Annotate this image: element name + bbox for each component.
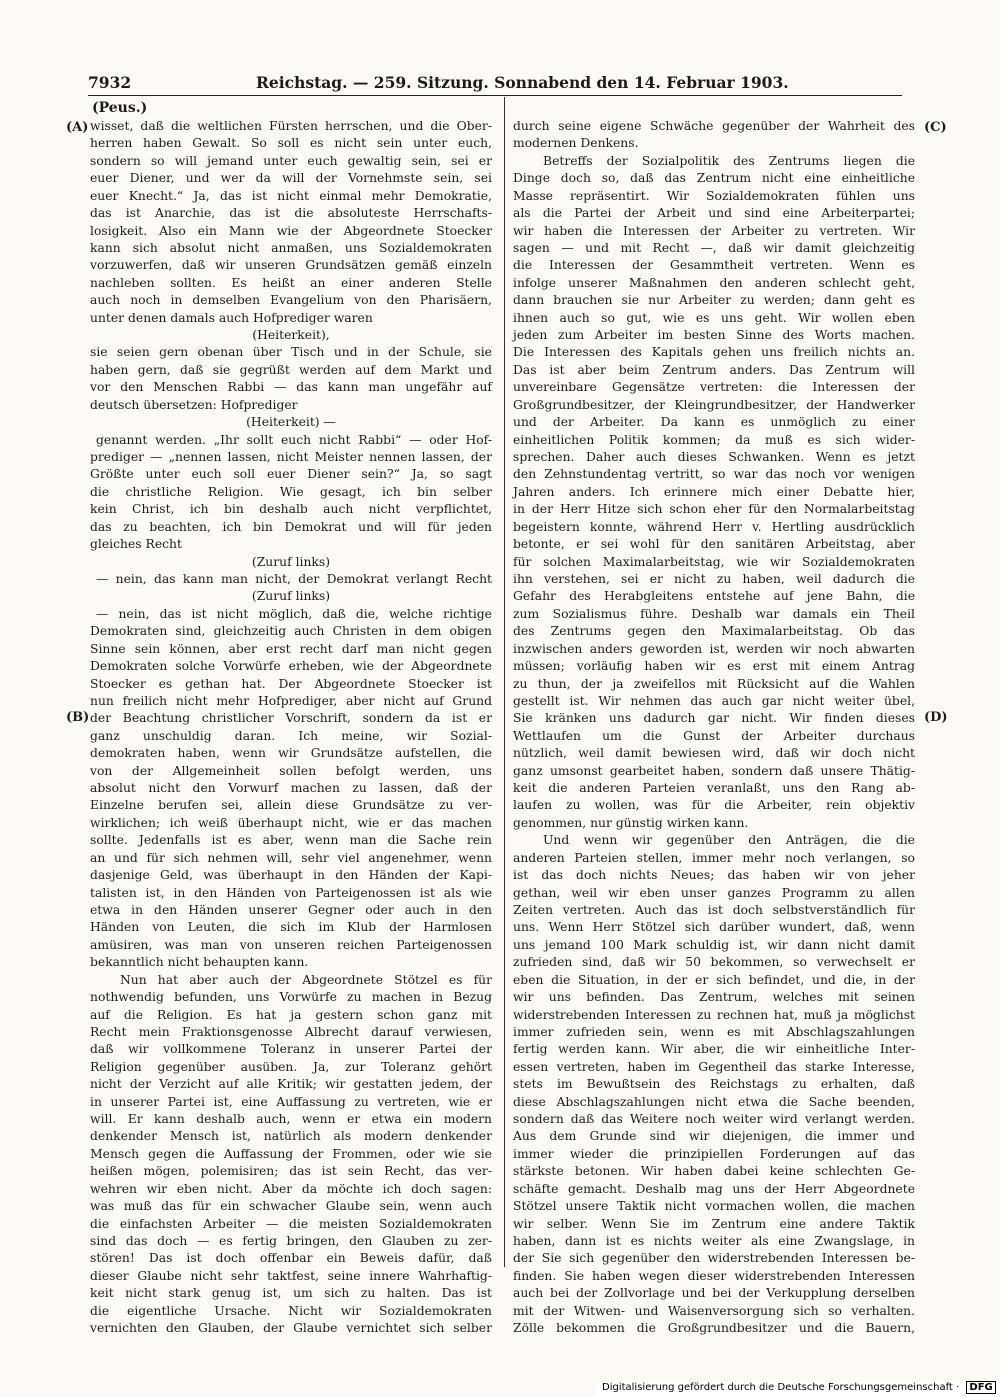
left-column-line: herren haben Gewalt. So soll es nicht sein unter euch,: [90, 136, 492, 151]
right-column-line: gethan, weil wir eben unser ganzes Programm zu allen: [513, 885, 915, 900]
left-column-line: auch noch in demselben Evangelium von den Pharisäern,: [90, 293, 492, 308]
left-column-line: absolut nicht den Vorwurf machen zu lassen, daß der: [90, 781, 492, 796]
right-column-line: ist das doch nichts Neues; das haben wir von jeher: [513, 868, 915, 883]
left-column-line: an und für sich nehmen will, sehr viel angenehmer, wenn: [90, 850, 492, 865]
left-column-line: deutsch übersetzen: Hofprediger: [90, 397, 298, 412]
right-column-line: finden. Sie haben wegen dieser widerstrebenden Interessen: [513, 1268, 915, 1283]
right-column-line: inzwischen anders geworden ist, werden wir noch abwarten: [513, 641, 915, 656]
right-column-line: keit die anderen Parteien veranlaßt, uns den Rang ab-: [513, 781, 915, 796]
left-column-line: Einzelne berufen sei, allein diese Grundsätze zu ver-: [90, 798, 492, 813]
right-column-line: Zölle bekommen die Großgrundbesitzer und die Bauern,: [513, 1321, 915, 1336]
left-column-line: die eigentliche Ursache. Nicht wir Sozialdemokraten: [90, 1303, 492, 1318]
right-column-line: zufrieden sind, daß wir 50 bekommen, so verwechselt er: [513, 955, 915, 970]
right-column-line: zum Sozialismus führe. Deshalb war damals ein Theil: [513, 606, 915, 621]
left-column-line: nothwendig befunden, uns Vorwürfe zu machen in Bezug: [90, 990, 492, 1005]
right-column-line: modernen Denkens.: [513, 136, 639, 151]
left-column-line: prediger — „nennen lassen, nicht Meister nennen lassen, der: [90, 450, 492, 465]
left-column-line: wisset, daß die weltlichen Fürsten herrschen, und die Ober-: [90, 119, 492, 133]
right-column-line: als die Partei der Arbeit und sind eine Arbeiterpartei;: [513, 206, 915, 221]
right-column-line: dann brauchen sie nur Arbeiter zu werden; dann geht es: [513, 293, 915, 308]
right-column-line: für solchen Maximalarbeitstag, wie wir Sozialdemokraten: [513, 554, 915, 569]
left-column-line: wirklichen; ich weiß überhaupt nicht, wie er das machen: [90, 815, 492, 830]
right-column-line: Großgrundbesitzer, der Kleingrundbesitzer, der Handwerker: [513, 397, 915, 412]
left-column-line: Sinne sein können, aber erst recht darf man nicht gegen: [90, 641, 492, 656]
header-rule: [88, 95, 902, 96]
left-column-line: von der Allgemeinheit sollen befolgt werden, uns: [90, 763, 492, 778]
left-column: [90, 118, 492, 1338]
left-column-line: (Heiterkeit) —: [246, 415, 336, 430]
left-column-line: demokraten haben, wenn wir Grundsätze aufstellen, die: [90, 746, 492, 761]
left-column-line: kein Christ, ich bin deshalb auch nicht verpflichtet,: [90, 502, 492, 517]
left-column-line: amüsiren, was man von unseren reichen Parteigenossen: [90, 937, 492, 952]
right-column-line: ganz umsonst gearbeitet haben, sondern daß unsere Thätig-: [513, 763, 915, 778]
right-column-line: fertig werden kann. Wir aber, die wir einheitliche Inter-: [513, 1042, 915, 1057]
right-column-line: Das ist aber beim Zentrum anders. Das Zentrum will: [513, 362, 915, 377]
left-column-line: (Zuruf links): [251, 554, 331, 569]
left-column-line: heißen mögen, polemisiren; das ist sein Recht, das ver-: [90, 1164, 492, 1179]
right-column-line: schäfte gemacht. Deshalb mag uns der Herr Abgeordnete: [513, 1181, 915, 1196]
right-column-line: sagen — und mit Recht —, daß wir damit gleichzeitig: [513, 240, 915, 255]
right-column-line: Und wenn wir gegenüber den Anträgen, die die: [543, 833, 915, 848]
left-column-line: das ist Anarchie, das ist die absoluteste Herrschafts-: [90, 206, 492, 221]
right-column-line: stets im Bewußtsein des Reichstags zu erhalten, daß: [513, 1077, 915, 1092]
page-number: 7932: [88, 73, 132, 92]
left-column-line: was muß das für ein schwacher Glaube sein, wenn auch: [90, 1199, 492, 1214]
right-column-line: ihnen auch so gut, wie es uns geht. Wir wollen eben: [513, 310, 915, 325]
left-column-line: Nun hat aber auch der Abgeordnete Stötzel es für: [120, 972, 492, 987]
left-column-line: will. Er kann deshalb auch, wenn er etwa ein modern: [90, 1112, 492, 1127]
left-column-line: Recht mein Fraktionsgenosse Albrecht darauf verwiesen,: [90, 1024, 492, 1039]
left-column-line: Mensch gegen die Auffassung der Frommen, oder wie sie: [90, 1146, 492, 1161]
right-column: [513, 118, 915, 1338]
left-column-line: — nein, das ist nicht möglich, daß die, welche richtige: [96, 606, 492, 621]
left-column-line: vernichten den Glauben, der Glaube vernichtet sich selber: [90, 1321, 492, 1336]
right-column-line: diese Abschlagszahlungen nicht etwa die Sache beenden,: [513, 1094, 915, 1109]
right-column-line: durch seine eigene Schwäche gegenüber der Wahrheit des: [513, 119, 915, 133]
right-column-line: die Interessen der Gesammtheit vertreten. Wenn es: [513, 258, 915, 273]
left-column-line: Demokraten solche Vorwürfe erheben, wie der Abgeordnete: [90, 659, 492, 674]
left-column-line: der Beachtung christlicher Vorschrift, sondern da ist er: [90, 711, 492, 726]
left-column-line: keit nicht stark genug ist, um sich zu halten. Das ist: [90, 1286, 492, 1301]
footer-text: Digitalisierung gefördert durch die Deutsche Forschungsgemeinschaft ·: [602, 1382, 960, 1393]
right-column-line: Dinge doch so, daß das Zentrum nicht eine einheitliche: [513, 171, 915, 186]
left-column-line: sie seien gern obenan über Tisch und in der Schule, sie: [90, 345, 492, 360]
left-column-line: denkender Mensch ist, natürlich als modern denkender: [90, 1129, 492, 1144]
page-header: [88, 70, 789, 96]
left-column-line: haben gern, daß sie gegrüßt werden auf dem Markt und: [90, 362, 492, 377]
right-column-line: ihn verstehen, sei er nicht zu haben, weil dadurch die: [513, 571, 915, 586]
right-column-line: genommen, nur günstig wirken kann.: [513, 815, 749, 830]
right-column-line: immer wieder die prinzipiellen Forderungen auf das: [513, 1146, 915, 1161]
left-column-line: wehren wir eben nicht. Aber da möchte ich doch sagen:: [90, 1181, 492, 1196]
right-column-line: zu thun, der ja zweifellos mit Rücksicht auf die Wahlen: [513, 676, 915, 691]
right-column-line: uns. Wenn Herr Stötzel sich darüber wundert, daß, wenn: [513, 920, 915, 935]
dfg-logo: DFG: [966, 1381, 995, 1394]
right-column-line: Aus dem Grunde sind wir diejenigen, die immer und: [513, 1129, 915, 1144]
right-column-line: haben, dann ist es nichts weiter als eine Zwangslage, in: [513, 1234, 915, 1248]
right-column-line: unvereinbare Gegensätze vertreten: die Interessen der: [513, 380, 915, 395]
right-column-line: in der Herr Hitze sich schon eher für den Normalarbeitstag: [513, 502, 915, 517]
right-column-line: jeden zum Arbeiter im besten Sinne des Worts machen.: [513, 328, 915, 343]
left-column-line: sollte. Jedenfalls ist es aber, wenn man die Sache rein: [90, 833, 492, 848]
left-column-line: die einfachsten Arbeiter — die meisten Sozialdemokraten: [90, 1216, 492, 1231]
right-column-line: infolge unserer Maßnahmen den anderen schlecht geht,: [513, 275, 915, 290]
right-column-line: wir uns befinden. Das Zentrum, welches mit seinen: [513, 990, 915, 1005]
left-column-line: Größte unter euch soll euer Diener sein?“ Ja, so sagt: [90, 467, 492, 482]
left-column-line: ganz unschuldig daran. Ich meine, wir Sozial-: [90, 728, 492, 743]
left-column-line: (Heiterkeit),: [252, 328, 330, 343]
right-column-line: Betreffs der Sozialpolitik des Zentrums liegen die: [543, 153, 915, 168]
left-column-line: unter denen damals auch Hofprediger waren: [90, 310, 373, 325]
right-column-line: immer zufrieden sein, wenn es mit Abschlagszahlungen: [513, 1024, 915, 1039]
left-column-line: Religion gegenüber ausüben. Ja, zur Toleranz gehört: [90, 1059, 492, 1074]
left-column-line: euer Diener, und wer da will der Vornehmste sein, sei: [90, 171, 492, 186]
right-column-line: Die Interessen des Kapitals gehen uns freilich nichts an.: [513, 345, 915, 360]
left-column-line: Händen von Leuten, die sich im Klub der Harmlosen: [90, 920, 492, 935]
left-column-line: kann sich absolut nicht anmaßen, uns Sozialdemokraten: [90, 240, 492, 255]
speaker-label: (Peus.): [92, 100, 148, 116]
right-column-line: mit der Witwen- und Waisenversorgung sich so verhalten.: [513, 1303, 915, 1318]
left-column-line: nachleben sollten. Es heißt an einer anderen Stelle: [90, 275, 492, 290]
right-column-line: den Zehnstundentag vertritt, so war das noch vor wenigen: [513, 467, 915, 482]
left-column-line: Demokraten sind, gleichzeitig auch Christen in dem obigen: [90, 624, 492, 639]
margin-mark-a: (A): [66, 120, 89, 135]
right-column-line: sondern daß das Weitere noch weiter wird verlangt werden.: [513, 1112, 915, 1127]
right-column-line: widerstrebenden Interessen zu rechnen hat, muß ja möglichst: [513, 1007, 915, 1022]
left-column-line: das zu beachten, ich bin Demokrat und will für jeden: [90, 519, 492, 534]
column-divider: [504, 97, 505, 1267]
footer-credit: [596, 1381, 1000, 1397]
left-column-line: vor den Menschen Rabbi — das kann man ungefähr auf: [90, 380, 492, 395]
right-column-line: einheitlichen Politik kommen; da muß es sich wider-: [513, 432, 915, 447]
left-column-line: daß wir vollkommene Toleranz in unserer Partei der: [90, 1042, 492, 1057]
left-column-line: Stoecker es gethan hat. Der Abgeordnete Stoecker ist: [90, 676, 492, 691]
right-column-line: eben die Situation, in der er sich befindet, und die, in der: [513, 972, 915, 987]
right-column-line: Jahren anders. Ich erinnere mich einer Debatte hier,: [513, 484, 915, 499]
right-column-line: sprechen. Daher auch dieses Schwanken. Wenn es jetzt: [513, 450, 915, 465]
right-column-line: essen vertreten, haben im Gegentheil das starke Interesse,: [513, 1059, 915, 1074]
right-column-line: wir haben die Interessen der Arbeiter zu vertreten. Wir: [513, 223, 915, 238]
left-column-line: gleiches Recht: [90, 537, 182, 552]
margin-mark-b: (B): [66, 710, 90, 725]
left-column-line: bekanntlich nicht behaupten kann.: [90, 955, 309, 970]
left-column-line: etwa in den Händen unserer Gegner oder auch in den: [90, 902, 492, 917]
right-column-line: Wettlaufen um die Gunst der Arbeiter durchaus: [513, 728, 915, 743]
left-column-line: euer Knecht.“ Ja, das ist nicht einmal mehr Demokratie,: [90, 188, 492, 203]
left-column-line: genannt werden. „Ihr sollt euch nicht Rabbi“ — oder Hof-: [96, 432, 492, 447]
right-column-line: Gefahr des Herabgleitens entstehe auf jene Bahn, die: [513, 589, 915, 604]
left-column-line: sind das doch — es fertig bringen, den Glauben zu zer-: [90, 1234, 492, 1248]
left-column-line: dieser Glaube nicht sehr taktfest, seine innere Wahrhaftig-: [90, 1268, 492, 1283]
right-column-line: begeistern konnte, während Herr v. Hertling ausdrücklich: [513, 519, 915, 534]
right-column-line: auch bei der Zollvorlage und bei der Verkupplung derselben: [513, 1286, 915, 1301]
left-column-line: vorzuwerfen, daß wir unseren Grundsätzen gemäß einzeln: [90, 258, 492, 273]
left-column-line: nun freilich nicht mehr Hofprediger, aber nicht auf Grund: [90, 693, 492, 708]
right-column-line: uns jemand 100 Mark schuldig ist, wir dann nicht damit: [513, 937, 915, 952]
left-column-line: stören! Das ist doch offenbar ein Beweis dafür, daß: [90, 1251, 492, 1266]
left-column-line: auf die Religion. Es hat ja gestern schon ganz mit: [90, 1007, 492, 1022]
left-column-line: talisten ist, in den Händen von Parteigenossen ist als wie: [90, 885, 492, 900]
right-column-line: wir selber. Wenn Sie im Zentrum eine andere Taktik: [513, 1216, 915, 1231]
right-column-line: laufen zu wollen, was für die Arbeiter, rein objektiv: [513, 798, 915, 813]
right-column-line: gestellt ist. Wir nehmen das auch gar nicht weiter übel,: [513, 693, 915, 708]
left-column-line: — nein, das kann man nicht, der Demokrat verlangt Recht: [96, 571, 492, 586]
right-column-line: und der Arbeiter. Da kann es unmöglich zu einer: [513, 415, 915, 430]
margin-mark-c: (C): [924, 120, 947, 135]
right-column-line: nützlich, weil damit bewiesen wird, daß wir doch nicht: [513, 746, 915, 761]
right-column-line: Stötzel unsere Taktik nicht vormachen wollen, die machen: [513, 1199, 915, 1214]
right-column-line: stärkste betonen. Wir haben dabei keine schlechten Ge-: [513, 1164, 915, 1179]
right-column-line: des Zentrums gegen den Maximalarbeitstag. Ob das: [513, 624, 915, 639]
right-column-line: anderen Parteien stellen, immer mehr noch verlangen, so: [513, 850, 915, 865]
page-title: Reichstag. — 259. Sitzung. Sonnabend den 14. Februar 1903.: [256, 73, 789, 92]
right-column-line: Sie kränken uns dadurch gar nicht. Wir finden dieses: [513, 711, 915, 726]
right-column-line: betonte, er sei wohl für den sanitären Arbeitstag, aber: [513, 537, 915, 552]
left-column-line: sondern so will jemand unter euch gewaltig sein, sei er: [90, 153, 492, 168]
left-column-line: losigkeit. Also ein Mann wie der Abgeordnete Stoecker: [90, 223, 492, 238]
margin-mark-d: (D): [924, 710, 948, 725]
left-column-line: (Zuruf links): [251, 589, 331, 604]
left-column-line: in unserer Partei ist, eine Auffassung zu vertreten, wie er: [90, 1094, 492, 1109]
left-column-line: nicht der Verzicht auf alle Kritik; wir gestatten jedem, der: [90, 1077, 492, 1092]
right-column-line: müssen; vorläufig haben wir es erst mit einem Antrag: [513, 659, 915, 674]
right-column-line: Zeiten vertreten. Auch das ist doch selbstverständlich für: [513, 902, 915, 917]
right-column-line: Masse repräsentirt. Wir Sozialdemokraten fühlen uns: [513, 188, 915, 203]
left-column-line: die christliche Religion. Wie gesagt, ich bin selber: [90, 484, 492, 499]
right-column-line: der Sie sich gegenüber den widerstrebenden Interessen be-: [513, 1251, 915, 1266]
left-column-line: dasjenige Geld, was überhaupt in den Händen der Kapi-: [90, 868, 492, 883]
